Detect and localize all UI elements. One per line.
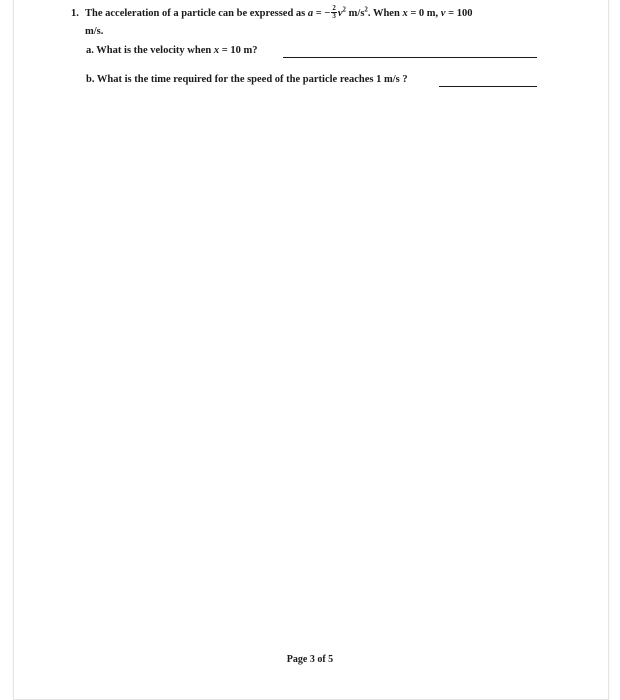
unit-text: m/s — [346, 7, 365, 19]
equals-sign: = − — [313, 7, 331, 19]
fraction-denominator: 3 — [332, 12, 336, 20]
part-b-label: b. — [86, 74, 95, 85]
velocity-exponent: 2 — [342, 5, 347, 14]
position-value: = 0 m, — [407, 7, 441, 19]
part-a-label: a. — [86, 45, 94, 56]
question-text: The acceleration of a particle can be expressed as — [85, 7, 308, 19]
part-a-text-end: = 10 m? — [219, 45, 258, 56]
part-b-answer-blank[interactable] — [439, 86, 537, 87]
page-number: Page 3 of 5 — [286, 654, 334, 665]
part-a-answer-blank[interactable] — [283, 57, 537, 58]
part-b-question — [86, 73, 408, 87]
part-a-question — [86, 44, 257, 58]
when-text: . When — [367, 7, 403, 19]
question-1-line-1 — [71, 6, 472, 21]
position-variable: x — [402, 7, 408, 19]
part-a-text: What is the velocity when — [93, 45, 214, 56]
part-a-x-variable: x — [213, 45, 220, 56]
unit-exponent: 2 — [364, 5, 368, 14]
velocity-variable: v — [337, 7, 343, 19]
acceleration-variable: a — [307, 7, 314, 19]
fraction-numerator: 2 — [332, 4, 336, 12]
document-page — [13, 0, 609, 700]
part-b-text: What is the time required for the speed of the particle reaches 1 m/s ? — [94, 74, 408, 85]
question-number: 1. — [71, 7, 79, 19]
velocity-variable-2: v — [440, 7, 446, 19]
velocity-value: = 100 — [445, 7, 473, 19]
question-1-line-2: m/s. — [85, 26, 104, 37]
fraction — [331, 5, 337, 20]
